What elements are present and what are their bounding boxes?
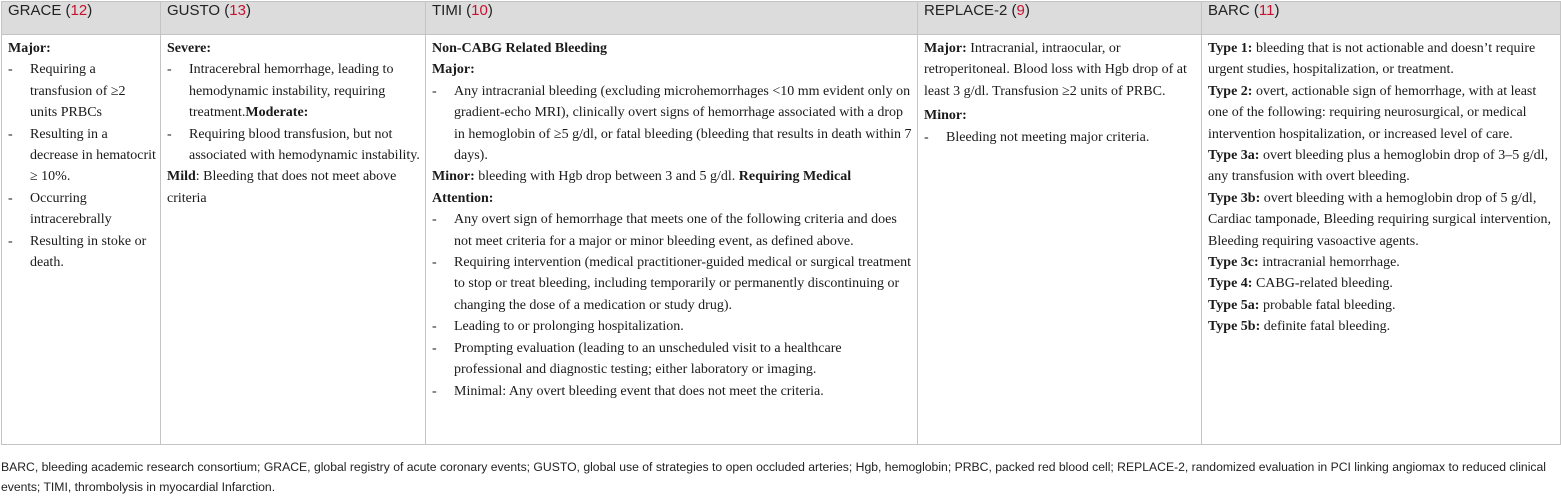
reference-link[interactable]: 9	[1016, 2, 1025, 19]
column-header-label: BARC	[1208, 2, 1250, 19]
barc-type-paragraph	[1208, 81, 1556, 145]
gusto-mild-paragraph	[167, 166, 421, 209]
reference-link[interactable]: 11	[1258, 2, 1275, 19]
timi-minor-text: bleeding with Hgb drop between 3 and 5 g/dl.	[474, 169, 739, 185]
barc-type-text: intracranial hemorrhage.	[1258, 255, 1400, 271]
timi-minor-label: Minor:	[432, 169, 475, 185]
barc-type-label: Type 2:	[1208, 83, 1253, 99]
list-item: - Prompting evaluation (leading to an unscheduled visit to a healthcare professional and diagnostic testing; either laboratory or imaging.	[432, 338, 913, 381]
table-footnote: BARC, bleeding academic research consortium; GRACE, global registry of acute coronary events; GUSTO, global use of strategies to open occluded arteries; Hgb, hemoglobin; PRBC, packed red blood cell; REPLACE-2, randomized evaluation in PCI linking angiomax to reduced clinical events; TIMI, thrombolysis in myocardial Infarction.	[1, 460, 1546, 494]
barc-type-paragraph	[1208, 316, 1556, 337]
barc-type-text: CABG-related bleeding.	[1252, 276, 1393, 292]
list-item: - Requiring intervention (medical practitioner-guided medical or surgical treatment to stop or treat bleeding, including temporarily or permanently discontinuing or changing the dose of a medication or study drug).	[432, 252, 913, 316]
column-header-label: GRACE	[8, 2, 62, 19]
barc-type-paragraph	[1208, 145, 1556, 188]
list-item: - Requiring blood transfusion, but not associated with hemodynamic instability.	[167, 124, 421, 167]
gusto-mild-text: : Bleeding that does not meet above criteria	[167, 169, 397, 206]
barc-type-text: definite fatal bleeding.	[1260, 319, 1391, 335]
replace2-major-label: Major:	[924, 41, 967, 56]
list-item: - Bleeding not meeting major criteria.	[924, 127, 1197, 148]
list-item: - Resulting in a decrease in hematocrit ≥ 10%.	[8, 124, 156, 188]
bleeding-classification-table	[1, 1, 1561, 445]
cell-gusto	[161, 35, 426, 445]
list-item: - Resulting in stoke or death.	[8, 231, 156, 274]
barc-type-label: Type 3c:	[1208, 255, 1259, 271]
barc-type-text: bleeding that is not actionable and doesn’t require urgent studies, hospitalization, or treatment.	[1208, 41, 1536, 78]
replace2-major-paragraph	[924, 38, 1197, 102]
barc-type-label: Type 3b:	[1208, 190, 1261, 206]
table-container	[1, 1, 1560, 445]
barc-type-paragraph	[1208, 295, 1556, 316]
column-header-timi: TIMI (10)	[426, 2, 918, 35]
grace-major-heading: Major:	[8, 41, 51, 56]
barc-type-text: overt bleeding plus a hemoglobin drop of 3–5 g/dl, any transfusion with overt bleeding.	[1208, 148, 1548, 185]
definitions-row	[2, 35, 1561, 445]
cell-timi	[426, 35, 918, 445]
gusto-severe-heading: Severe:	[167, 41, 212, 56]
barc-type-paragraph	[1208, 188, 1556, 252]
barc-type-label: Type 5a:	[1208, 297, 1260, 313]
list-item	[167, 59, 421, 123]
list-item: - Requiring a transfusion of ≥2 units PRBCs	[8, 59, 156, 123]
barc-type-paragraph	[1208, 273, 1556, 294]
column-header-barc: BARC (11)	[1202, 2, 1561, 35]
cell-replace-2	[918, 35, 1202, 445]
timi-section-heading: Non-CABG Related Bleeding	[432, 41, 607, 56]
column-header-gusto: GUSTO (13)	[161, 2, 426, 35]
gusto-severe-list	[167, 59, 421, 166]
list-item: - Minimal: Any overt bleeding event that does not meet the criteria.	[432, 381, 913, 402]
replace2-minor-list	[924, 127, 1197, 148]
timi-attention-list	[432, 209, 913, 402]
header-row	[2, 2, 1561, 35]
list-item: - Leading to or prolonging hospitalization.	[432, 316, 913, 337]
barc-type-label: Type 4:	[1208, 276, 1253, 292]
barc-type-text: overt bleeding with a hemoglobin drop of 5 g/dl, Cardiac tamponade, Bleeding requiring surgical intervention, Bleeding requiring vasoactive agents.	[1208, 190, 1552, 249]
timi-major-heading: Major:	[432, 62, 475, 78]
barc-type-text: overt, actionable sign of hemorrhage, with at least one of the following: requiring neurosurgical, or medical intervention hospitalization, or increased level of care.	[1208, 83, 1537, 142]
column-header-label: REPLACE-2	[924, 2, 1008, 19]
grace-major-list	[8, 59, 156, 273]
column-header-label: GUSTO	[167, 2, 221, 19]
barc-type-text: probable fatal bleeding.	[1259, 297, 1396, 313]
cell-barc	[1202, 35, 1561, 445]
barc-type-label: Type 5b:	[1208, 319, 1261, 335]
replace2-major-text: Intracranial, intraocular, or retroperitoneal. Blood loss with Hgb drop of at least 3 g/dl. Transfusion ≥2 units of PRBC.	[924, 41, 1187, 99]
replace2-minor-heading: Minor:	[924, 108, 967, 124]
gusto-severe-item: Intracerebral hemorrhage, leading to hemodynamic instability, requiring treatment.	[189, 62, 394, 121]
barc-type-paragraph	[1208, 252, 1556, 273]
barc-type-label: Type 1:	[1208, 41, 1253, 56]
timi-requiring-attention-label: Requiring Medical Attention:	[432, 169, 852, 206]
reference-link[interactable]: 13	[229, 2, 246, 19]
cell-grace	[2, 35, 161, 445]
barc-type-label: Type 3a:	[1208, 148, 1260, 164]
list-item: - Any overt sign of hemorrhage that meets one of the following criteria and does not meet criteria for a major or minor bleeding event, as defined above.	[432, 209, 913, 252]
list-item: - Occurring intracerebrally	[8, 188, 156, 231]
column-header-replace-2: REPLACE-2 (9)	[918, 2, 1202, 35]
column-header-grace: GRACE (12)	[2, 2, 161, 35]
list-item: - Any intracranial bleeding (excluding microhemorrhages <10 mm evident only on gradient-echo MRI), clinically overt signs of hemorrhage associated with a drop in hemoglobin of ≥5 g/dl, or fatal bleeding (bleeding that results in death within 7 days).	[432, 81, 913, 167]
column-header-label: TIMI	[432, 2, 462, 19]
timi-minor-paragraph	[432, 166, 913, 209]
barc-type-paragraph	[1208, 38, 1556, 81]
gusto-mild-label: Mild	[167, 169, 196, 185]
timi-major-list	[432, 81, 913, 167]
reference-link[interactable]: 10	[471, 2, 488, 19]
reference-link[interactable]: 12	[70, 2, 88, 19]
gusto-moderate-heading: Moderate:	[245, 105, 309, 121]
